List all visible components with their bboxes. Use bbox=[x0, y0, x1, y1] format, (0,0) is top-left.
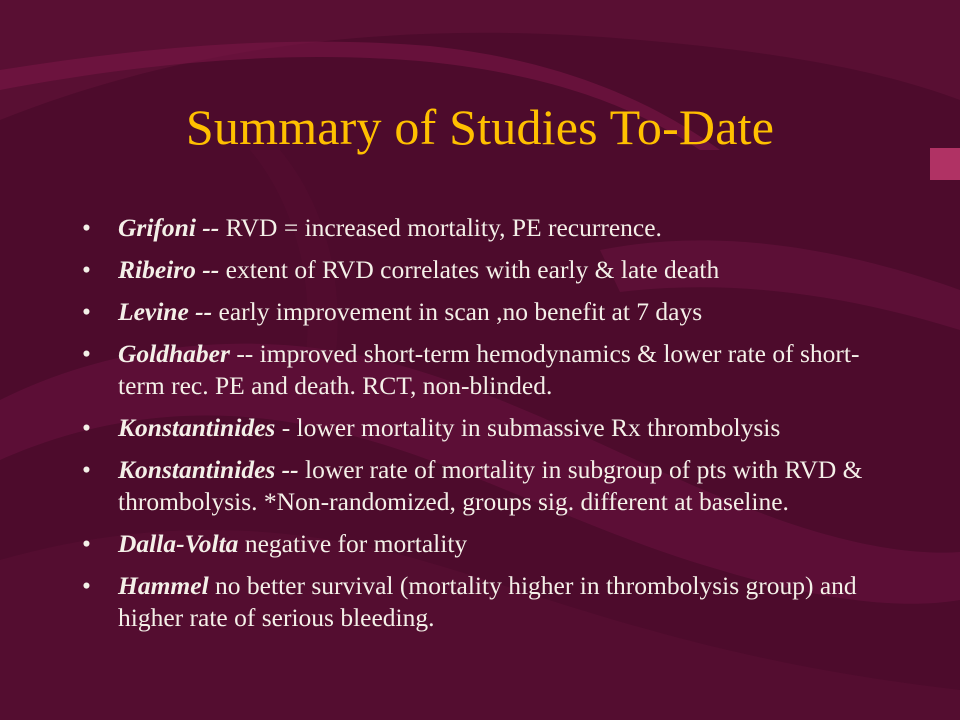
list-item bbox=[82, 338, 882, 402]
study-summary: RVD = increased mortality, PE recurrence. bbox=[219, 213, 662, 242]
list-item bbox=[82, 454, 882, 518]
study-name: Grifoni -- bbox=[118, 213, 220, 242]
study-name: Konstantinides bbox=[118, 413, 276, 442]
study-name: Goldhaber bbox=[118, 339, 230, 368]
list-item bbox=[82, 296, 882, 328]
study-name: Hammel bbox=[118, 571, 209, 600]
list-item bbox=[82, 412, 882, 444]
list-item bbox=[82, 254, 882, 286]
list-item bbox=[82, 570, 882, 634]
study-name: Konstantinides -- bbox=[118, 455, 299, 484]
slide-title: Summary of Studies To-Date bbox=[185, 99, 775, 155]
study-summary: no better survival (mortality higher in thrombolysis group) and higher rate of serious bleeding. bbox=[118, 571, 857, 632]
bullet-dot: • bbox=[82, 255, 91, 284]
study-name: Ribeiro -- bbox=[118, 255, 220, 284]
bullet-dot: • bbox=[82, 339, 91, 368]
bullet-dot: • bbox=[82, 297, 91, 326]
study-summary: lower rate of mortality in subgroup of pts with RVD & thrombolysis. *Non-randomized, groups sig. different at baseline. bbox=[118, 455, 863, 516]
study-summary: - lower mortality in submassive Rx thrombolysis bbox=[275, 413, 781, 442]
study-summary: -- improved short-term hemodynamics & lower rate of short-term rec. PE and death. RCT, non-blinded. bbox=[118, 339, 860, 400]
list-item bbox=[82, 212, 882, 244]
bullet-dot: • bbox=[82, 455, 91, 484]
bullet-list bbox=[82, 212, 882, 644]
study-summary: early improvement in scan ,no benefit at 7 days bbox=[212, 297, 703, 326]
study-name: Dalla-Volta bbox=[118, 529, 239, 558]
bullet-dot: • bbox=[82, 213, 91, 242]
study-name: Levine -- bbox=[118, 297, 213, 326]
bullet-dot: • bbox=[82, 413, 91, 442]
bullet-dot: • bbox=[82, 529, 91, 558]
bullet-dot: • bbox=[82, 571, 91, 600]
list-item bbox=[82, 528, 882, 560]
study-summary: negative for mortality bbox=[238, 529, 468, 558]
study-summary: extent of RVD correlates with early & late death bbox=[219, 255, 720, 284]
